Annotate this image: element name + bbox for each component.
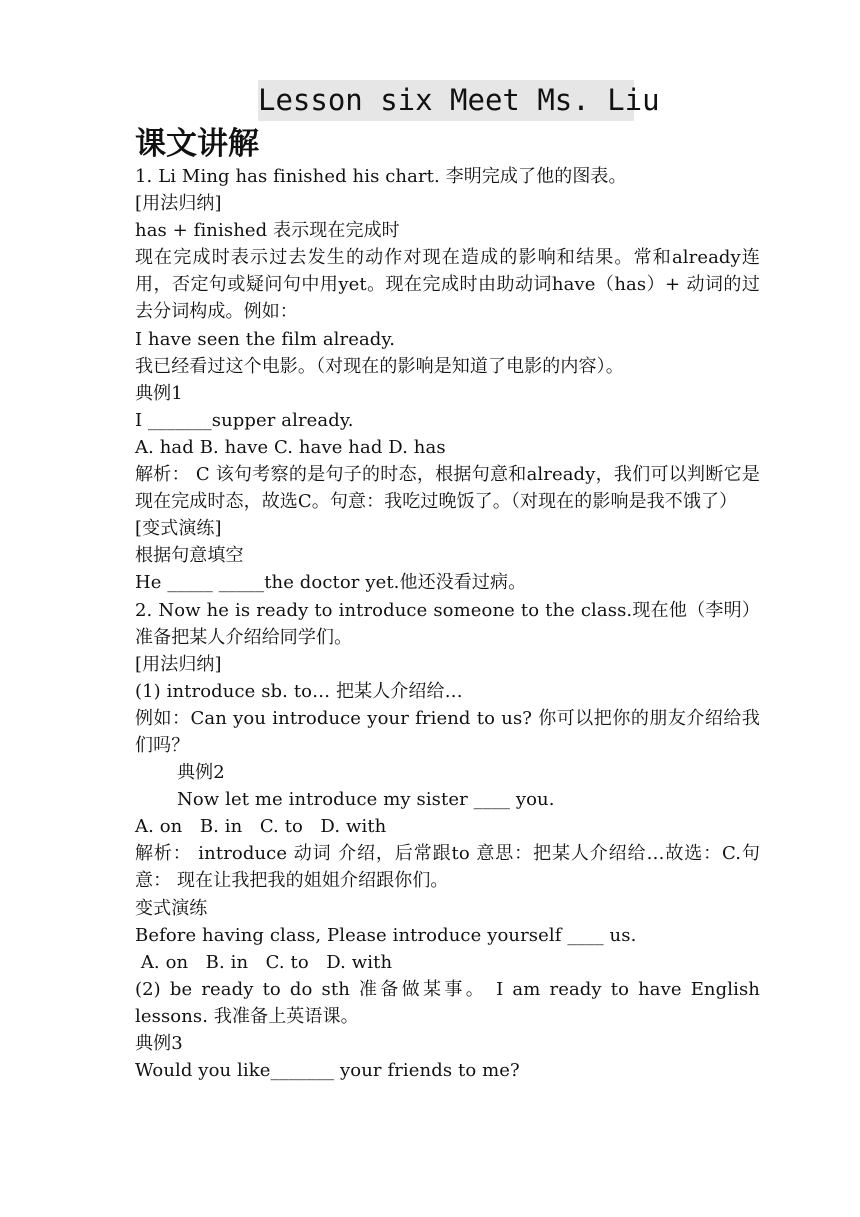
example-1-options: A. had B. have C. have had D. has: [135, 436, 446, 458]
lesson-title: Lesson six Meet Ms. Liu: [258, 80, 634, 121]
example-translation: 我已经看过这个电影。（对现在的影响是知道了电影的内容）。: [135, 355, 624, 377]
example-2-question: Now let me introduce my sister ____ you.: [177, 789, 555, 811]
example-1-analysis: 解析： C 该句考察的是句子的时态，根据句意和already，我们可以判断它是现在完成时态，故选C。句意：我吃过晚饭了。（对现在的影响是我不饿了）: [135, 464, 760, 513]
section-heading: 课文讲解: [135, 126, 259, 162]
example-sentence: I have seen the film already.: [135, 328, 396, 350]
example-1-question: I _______supper already.: [135, 409, 354, 431]
example-2-label: 典例2: [177, 762, 225, 784]
explanation-paragraph: 现在完成时表示过去发生的动作对现在造成的影响和结果。常和already连用，否定句或疑问句中用yet。现在完成时由助动词have（has）+ 动词的过去分词构成。例如：: [135, 247, 760, 323]
variant-question: He _____ _____the doctor yet.他还没看过病。: [135, 572, 527, 594]
example-2-options: A. on B. in C. to D. with: [135, 816, 387, 838]
lesson-content: [135, 163, 760, 1084]
usage-item-1: (1) introduce sb. to… 把某人介绍给…: [135, 680, 463, 702]
usage-item-2: (2) be ready to do sth 准备做某事。 I am ready to have English lessons. 我准备上英语课。: [135, 978, 760, 1027]
usage-example: 例如：Can you introduce your friend to us? 你可以把你的朋友介绍给我们吗？: [135, 707, 760, 756]
example-2-analysis: 解析： introduce 动词 介绍，后常跟to 意思：把某人介绍给…故选：C.句意： 现在让我把我的姐姐介绍跟你们。: [135, 843, 760, 892]
variant-instruction: 根据句意填空: [135, 545, 244, 567]
point-1-sentence: 1. Li Ming has finished his chart. 李明完成了他的图表。: [135, 166, 627, 187]
point-2-sentence: 2. Now he is ready to introduce someone to the class.现在他（李明）准备把某人介绍给同学们。: [135, 599, 760, 648]
variant-question-2: Before having class, Please introduce yourself ____ us.: [135, 924, 637, 946]
usage-text: has + finished 表示现在完成时: [135, 220, 400, 242]
variant-label: [变式演练]: [135, 518, 222, 540]
variant-label-2: 变式演练: [135, 897, 208, 919]
usage-label: [用法归纳]: [135, 193, 222, 215]
usage-label-2: [用法归纳]: [135, 653, 222, 675]
example-3-question: Would you like_______ your friends to me?: [135, 1060, 520, 1082]
example-1-label: 典例1: [135, 382, 183, 404]
variant-options-2: A. on B. in C. to D. with: [135, 951, 393, 973]
example-3-label: 典例3: [135, 1033, 183, 1054]
